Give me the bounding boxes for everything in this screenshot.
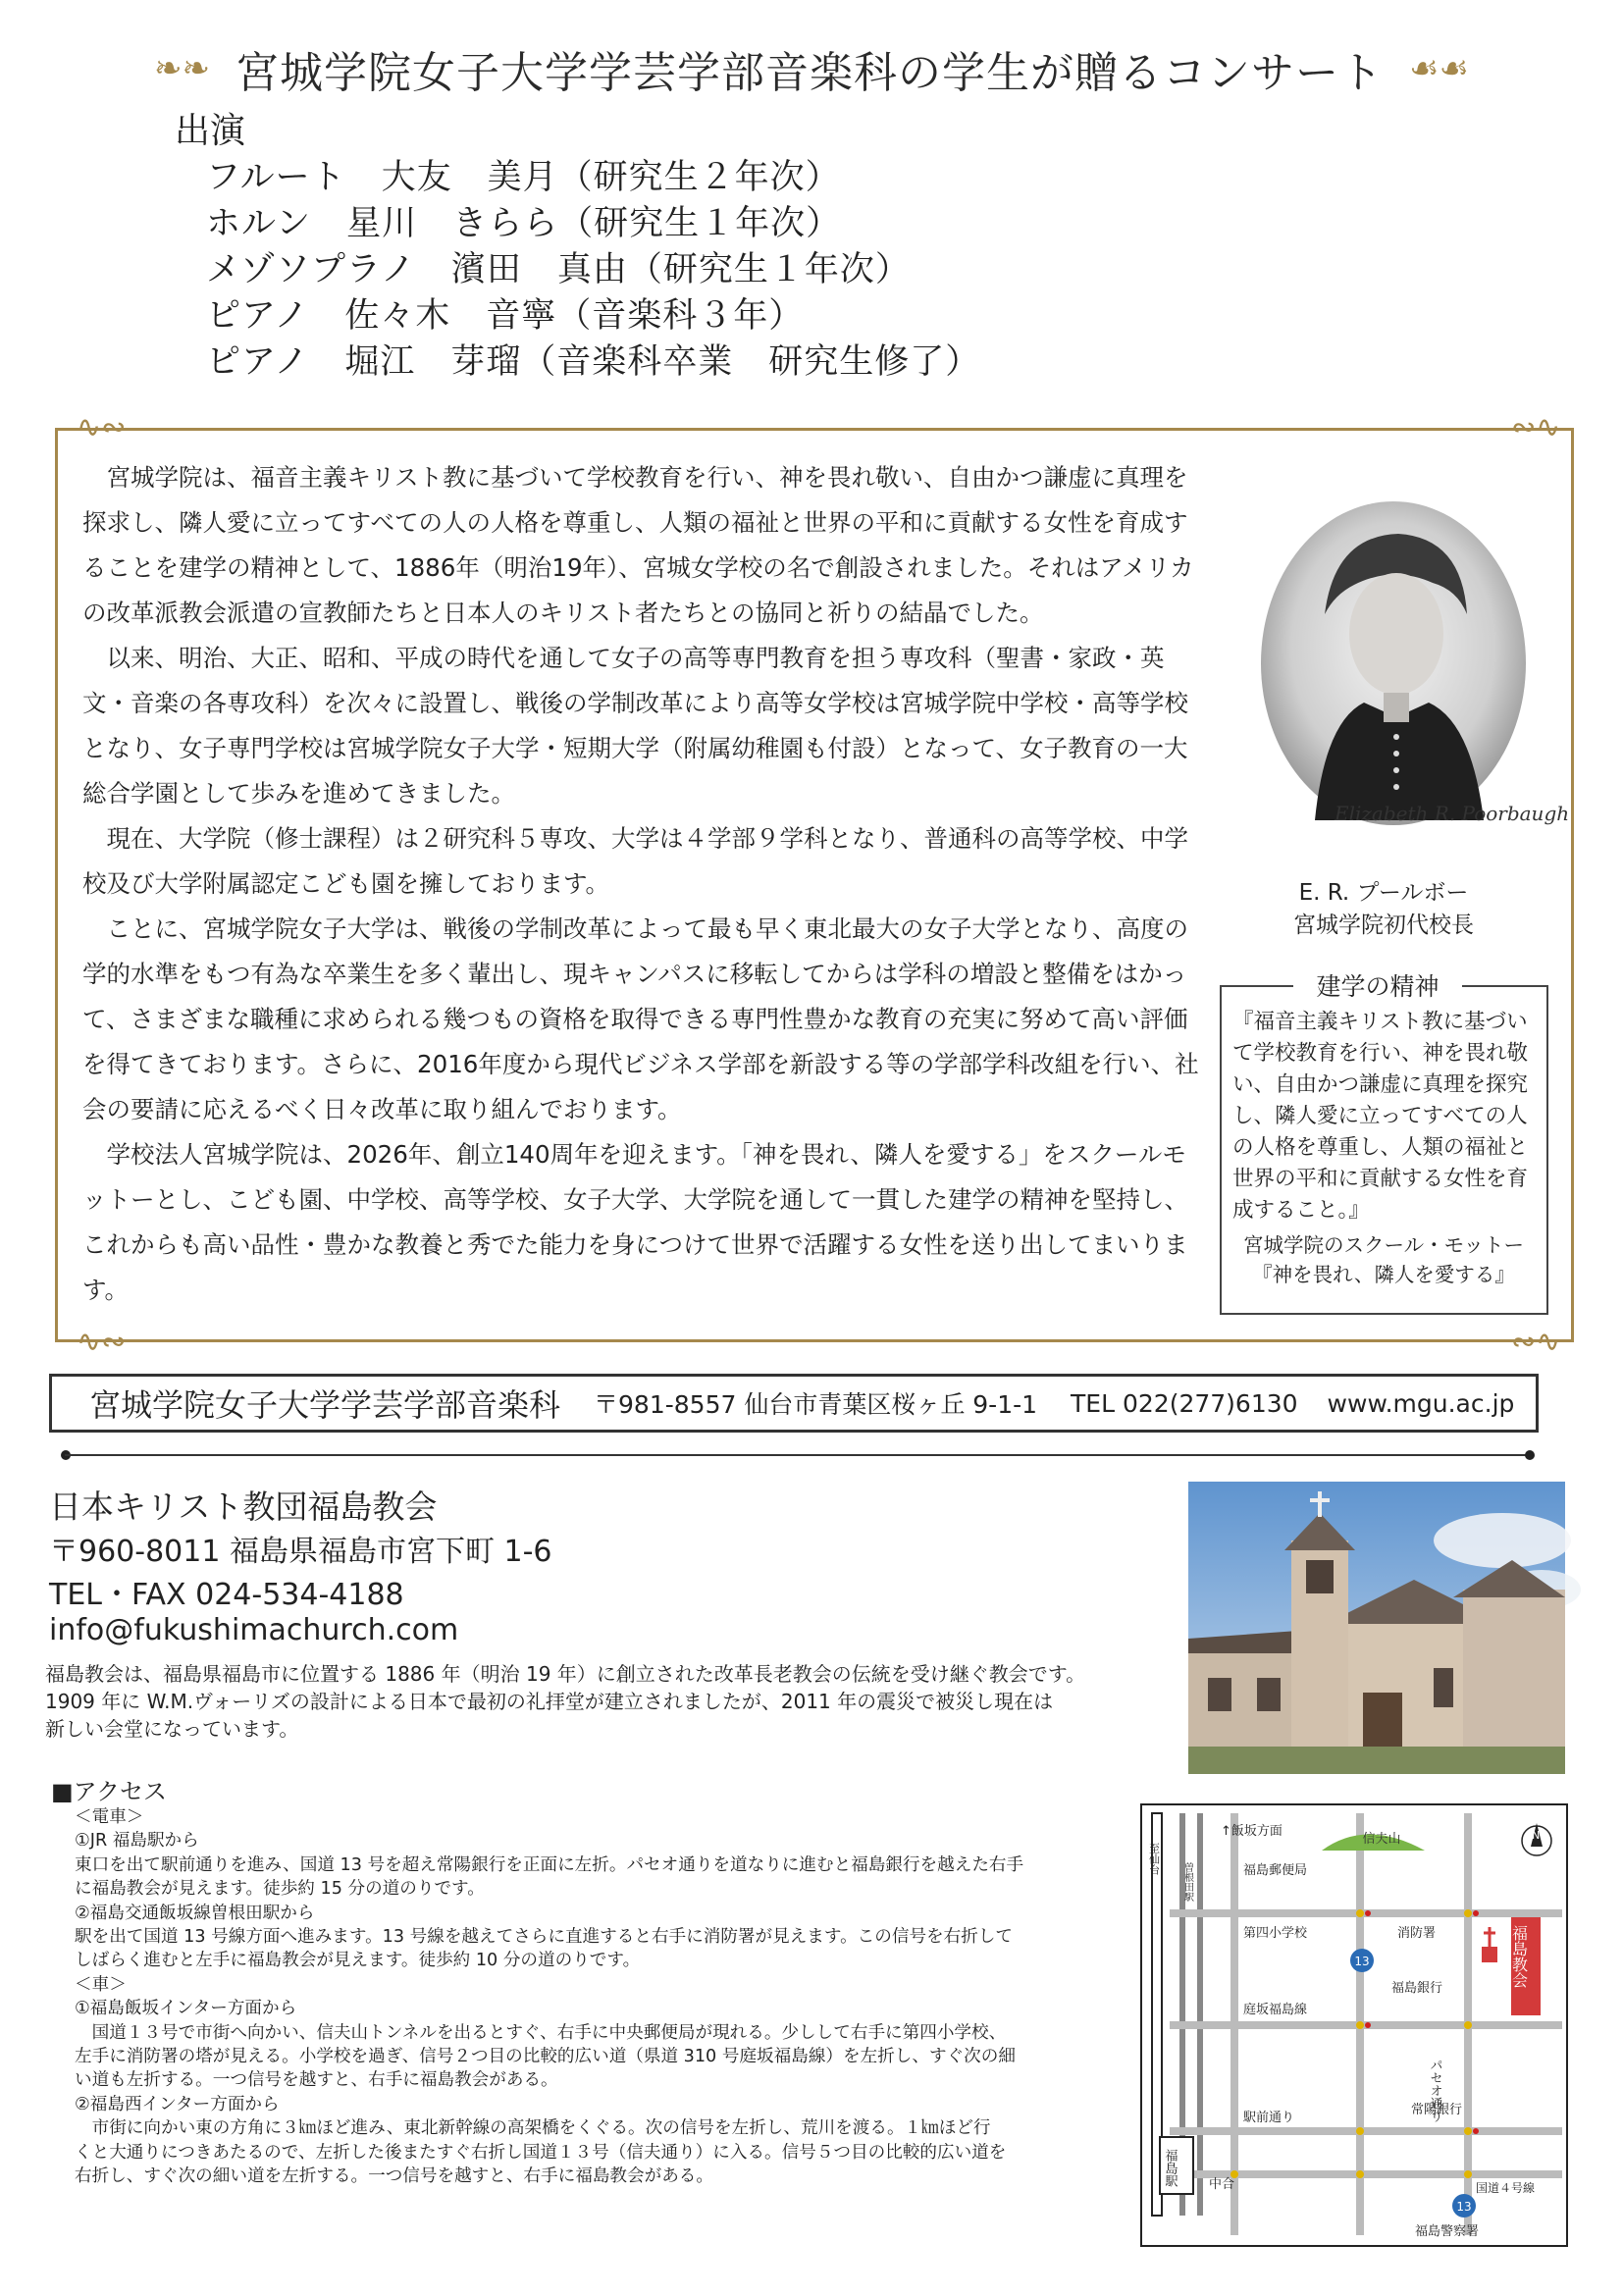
map-route-13: 13 [1354, 1955, 1370, 1968]
motto-label: 宮城学院のスクール・モットー [1243, 1233, 1524, 1257]
intro-paragraph: 学校法人宮城学院は、2026年、創立140周年を迎えます。「神を畏れ、隣人を愛する」をスクールモットーとし、こども園、中学校、高等学校、女子大学、大学院を通して一貫した建学の精神を堅持し、これからも高い品性・豊かな教養と秀でた能力を身につけて世界で活躍する女性を送り出してまいります。 [82, 1140, 1188, 1304]
divider [65, 1454, 1529, 1456]
access-line: 東口を出て駅前通りを進み、国道 13 号を超え常陽銀行を正面に左折。パセオ通りを道なりに進むと福島銀行を越えた右手 [75, 1854, 1024, 1875]
intro-paragraph: 以来、明治、大正、昭和、平成の時代を通して女子の高等専門教育を担う専攻科（聖書・家政・英文・音楽の各専攻科）を次々に設置し、戦後の学制改革により高等女学校は宮城学院中学校・高等学校となり、女子専門学校は宮城学院女子大学・短期大学（附属幼稚園も付設）となって、女子教育の一大総合学園として歩みを進めてきました。 [82, 644, 1188, 808]
map-label-sonoda: 曽根田駅 [1181, 1862, 1193, 1902]
performer: ピアノ 佐々木 音寧（音楽科３年） [206, 296, 805, 336]
intro-text [82, 455, 1199, 1313]
founding-spirit-heading: 建学の精神 [1293, 967, 1462, 1003]
access-line: しばらく進むと左手に福島教会が見えます。徒歩約 10 分の道のりです。 [75, 1951, 641, 1971]
church-phone: TEL・FAX 024-534-4188 [49, 1578, 404, 1612]
map-label-ekimae: 駅前通り [1243, 2111, 1295, 2125]
map-label-niwasaka: 庭坂福島線 [1243, 2003, 1308, 2017]
access-line: ①福島飯坂インター方面から [75, 1999, 297, 2019]
corner-ornament-icon: ∿∾ [77, 1325, 127, 1359]
performers-heading: 出演 [175, 111, 246, 151]
divider-dot [1525, 1450, 1535, 1460]
corner-ornament-icon: ∿∾ [77, 410, 127, 444]
access-line: ②福島西インター方面から [75, 2094, 280, 2114]
intro-paragraph: ことに、宮城学院女子大学は、戦後の学制改革によって最も早く東北最大の女子大学となり、高度の学的水準をもつ有為な卒業生を多く輩出し、現キャンパスに移転してからは学科の増設と整備をはかって、さまざまな職種に求められる幾つもの資格を取得できる専門性豊かな教育の充実に努めて高い評価を得てきております。さらに、2016年度から現代ビジネス学部を新設する等の学部学科改組を行い、社会の要請に応えるべく日々改革に取り組んでおります。 [82, 914, 1199, 1123]
access-line: 右折し、すぐ次の細い道を左折する。一つ信号を越すと、右手に福島教会がある。 [75, 2166, 713, 2187]
performer: メゾソプラノ 濱田 真由（研究生１年次） [206, 250, 911, 289]
map-north: N [1532, 1829, 1541, 1842]
access-line: に福島教会が見えます。徒歩約 15 分の道のりです。 [75, 1879, 485, 1900]
department-name: 宮城学院女子大学学芸学部音楽科 [89, 1386, 561, 1424]
map-label-station: 福島駅 [1162, 2149, 1178, 2187]
access-line: ①JR 福島駅から [75, 1831, 199, 1852]
access-line: 市街に向かい東の方角に３㎞ほど進み、東北新幹線の高架橋をくぐる。次の信号を左折し、荒川を渡る。１㎞ほど行 [75, 2118, 991, 2139]
church-description [45, 1660, 1174, 1743]
intro-paragraph: 宮城学院は、福音主義キリスト教に基づいて学校教育を行い、神を畏れ敬い、自由かつ謙虚に真理を探求し、隣人愛に立ってすべての人の人格を尊重し、人類の福祉と世界の平和に貢献する女性を育成することを建学の精神として、1886年（明治19年）、宮城女学校の名で創設されました。それはアメリカの改革派教会派遣の宣教師たちと日本人のキリスト者たちとの協同と祈りの結晶でした。 [82, 463, 1194, 627]
portrait-caption [1227, 877, 1541, 942]
department-address: 〒981-8557 仙台市青葉区桜ヶ丘 9-1-1 [594, 1390, 1038, 1419]
church-name: 日本キリスト教団福島教会 [49, 1487, 438, 1526]
map-label-police: 福島警察署 [1415, 2224, 1480, 2239]
performer: フルート 大友 美月（研究生２年次） [206, 158, 841, 197]
department-website-link[interactable]: www.mgu.ac.jp [1327, 1388, 1515, 1418]
performer: ホルン 星川 きらら（研究生１年次） [206, 204, 842, 243]
description-line: 福島教会は、福島県福島市に位置する 1886 年（明治 19 年）に創立された改革長老教会の伝統を受け継ぐ教会です。 [45, 1662, 1086, 1686]
contact-strip [49, 1374, 1539, 1433]
access-heading: ■アクセス [51, 1778, 167, 1805]
access-line: ②福島交通飯坂線曽根田駅から [75, 1903, 315, 1923]
access-line: くと大通りにつきあたるので、左折した後またすぐ右折し国道１３号（信夫通り）に入る。信号５つ目の比較的広い道を [75, 2142, 1007, 2163]
founding-spirit-text: 『福音主義キリスト教に基づいて学校教育を行い、神を畏れ敬い、自由かつ謙虚に真理を探究し、隣人愛に立ってすべての人の人格を尊重し、人類の福祉と世界の平和に貢献する女性を育成すること。』 [1232, 1010, 1529, 1223]
access-line: 駅を出て国道 13 号線方面へ進みます。13 号線を越えてさらに直進すると右手に消防署が見えます。この信号を右折して [75, 1927, 1014, 1948]
ornament-right-icon: ☙☙ [1409, 49, 1469, 88]
map-label-sendai: 至仙台 [1147, 1843, 1161, 1875]
founder-name: E. R. プールボー [1298, 880, 1469, 906]
map-label-joyo: 常陽銀行 [1411, 2103, 1463, 2117]
map-label-school: 第四小学校 [1243, 1926, 1308, 1941]
map-label-nakago: 中合 [1209, 2177, 1235, 2192]
description-line: 1909 年に W.M.ヴォーリズの設計による日本で最初の礼拝堂が建立されましたが、2011 年の震災で被災し現在は [45, 1690, 1054, 1713]
corner-ornament-icon: ∾∿ [1511, 410, 1561, 444]
map-label-iizaka: ↑飯坂方面 [1221, 1824, 1283, 1839]
map-label-fire: 消防署 [1397, 1926, 1437, 1941]
ornament-left-icon: ❧❧ [154, 49, 210, 88]
motto-text: 『神を畏れ、隣人を愛する』 [1252, 1263, 1515, 1286]
department-phone: TEL 022(277)6130 [1071, 1388, 1298, 1418]
intro-paragraph: 現在、大学院（修士課程）は２研究科５専攻、大学は４学部９学科となり、普通科の高等学校、中学校及び大学附属認定こども園を擁しております。 [82, 824, 1188, 898]
access-line: 国道１３号で市街へ向かい、信夫山トンネルを出るとすぐ、右手に中央郵便局が現れる。少しして右手に第四小学校、 [75, 2022, 1007, 2043]
access-map [1140, 1803, 1568, 2247]
map-label-post: 福島郵便局 [1243, 1863, 1308, 1878]
founder-title: 宮城学院初代校長 [1293, 913, 1474, 938]
page-title: 宮城学院女子大学学芸学部音楽科の学生が贈るコンサート [236, 48, 1384, 98]
performers-list [206, 155, 980, 386]
school-motto [1222, 1230, 1545, 1289]
performer: ピアノ 堀江 芽瑠（音楽科卒業 研究生修了） [206, 342, 981, 382]
founder-portrait [1256, 496, 1570, 840]
map-label-church: 福島教会 [1509, 1925, 1529, 1988]
access-line: い道も左折する。一つ信号を越すと、右手に福島教会がある。 [75, 2070, 558, 2091]
access-line: 左手に消防署の塔が見える。小学校を過ぎ、信号２つ目の比較的広い道（県道 310 号庭坂福島線）を左折し、すぐ次の細 [75, 2047, 1016, 2067]
church-address: 〒960-8011 福島県福島市宮下町 1-6 [49, 1535, 552, 1569]
map-label-fukushima-bank: 福島銀行 [1391, 1981, 1443, 1996]
church-email-link[interactable]: info@fukushimachurch.com [49, 1613, 459, 1647]
title-row [0, 39, 1623, 98]
access-directions [75, 1805, 1128, 2189]
signature: Elizabeth R. Poorbaugh [1335, 802, 1570, 825]
map-label-route4: 国道４号線 [1476, 2181, 1536, 2195]
map-label-shinobuyama: 信夫山 [1362, 1832, 1401, 1847]
map-route-13: 13 [1456, 2200, 1472, 2214]
corner-ornament-icon: ∾∿ [1511, 1325, 1561, 1359]
church-photo [1188, 1482, 1565, 1774]
map-label-paseo: パセオ通り [1427, 2059, 1442, 2122]
access-line: ＜車＞ [75, 1974, 127, 1995]
description-line: 新しい会堂になっています。 [45, 1717, 299, 1741]
access-line: ＜電車＞ [75, 1807, 144, 1827]
